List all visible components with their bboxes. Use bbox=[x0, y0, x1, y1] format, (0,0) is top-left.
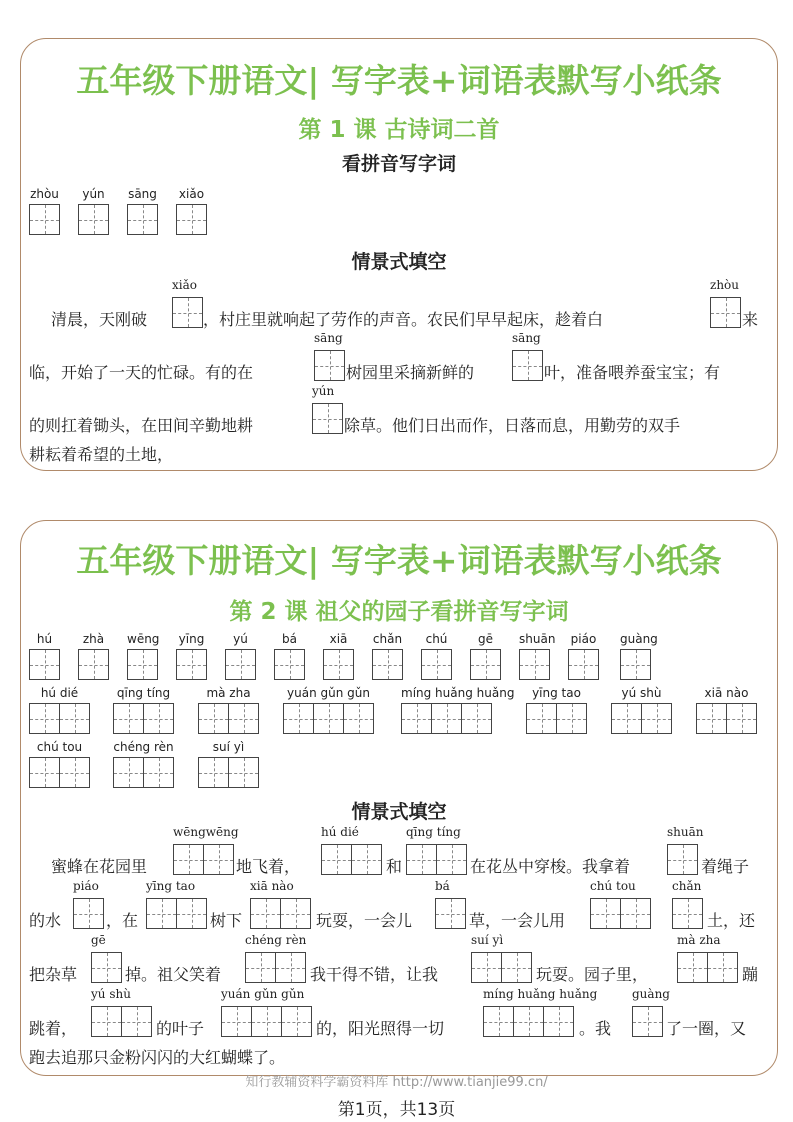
writing-box[interactable] bbox=[176, 649, 207, 680]
writing-box[interactable] bbox=[29, 757, 90, 788]
writing-box[interactable] bbox=[29, 649, 60, 680]
writing-box[interactable] bbox=[519, 649, 550, 680]
writing-box[interactable] bbox=[127, 649, 158, 680]
writing-box[interactable] bbox=[78, 204, 109, 235]
writing-box[interactable] bbox=[696, 703, 757, 734]
card-title: 五年级下册语文| 写字表+词语表默写小纸条 bbox=[76, 61, 722, 100]
writing-box[interactable] bbox=[372, 649, 403, 680]
writing-box[interactable] bbox=[78, 649, 109, 680]
worksheet-card-lesson-2: 五年级下册语文| 写字表+词语表默写小纸条 第 2 课 祖父的园子看拼音写字词 hú zhà wēng yīng yú bá xiā chǎn chú gē shuān piáo guàng hú dié qīng tíng mà zha yuán gǔn gǔn míng huǎng huǎng yīng tao yú shù xiā nào chú tou chéng rèn suí yì 情景式填空 蜜蜂在花园里 wēngwēng 地飞着， hú dié 和 qīng tíng 在花丛中穿梭。我拿着 shuān 着绳子 的水 piáo ，在 yīng tao 树下 xiā nào 玩耍，一会儿 bá 草，一会儿用 chú tou chǎn 土，还 把杂草 gē 掉。祖父笑着 chéng rèn 我干得不错，让我 suí yì 玩耍。园子里， mà zha 蹦 跳着， yú shù 的叶子 yuán gǔn gǔn 的，阳光照得一切 míng huǎng huǎng 。我 guàng 了一圈，又 跑去追那只金粉闪闪的大红蝴蝶了。 bbox=[20, 520, 778, 1076]
lesson-title: 第 1 课 古诗词二首 bbox=[298, 117, 500, 143]
card-title: 五年级下册语文| 写字表+词语表默写小纸条 bbox=[76, 541, 722, 580]
writing-box[interactable] bbox=[198, 703, 259, 734]
page-number: 第1页，共13页 bbox=[337, 1100, 456, 1120]
writing-box[interactable] bbox=[421, 649, 452, 680]
writing-box[interactable] bbox=[323, 649, 354, 680]
writing-box[interactable] bbox=[127, 204, 158, 235]
writing-box[interactable] bbox=[225, 649, 256, 680]
writing-box[interactable] bbox=[274, 649, 305, 680]
writing-box[interactable] bbox=[176, 204, 207, 235]
worksheet-card-lesson-1: 五年级下册语文| 写字表+词语表默写小纸条 第 1 课 古诗词二首 看拼音写字词 zhòu yún sāng xiǎo 情景式填空 清晨，天刚破 xiǎo ，村庄里就响起了劳作的声音。农民们早早起床，趁着白 zhòu 来 临，开始了一天的忙碌。有的在 sāng 树园里采摘新鲜的 sāng 叶，准备喂养蚕宝宝；有 的则扛着锄头，在田间辛勤地耕 yún 除草。他们日出而作，日落而息，用勤劳的双手 耕耘着希望的土地， bbox=[20, 38, 778, 471]
writing-box[interactable] bbox=[526, 703, 587, 734]
writing-box[interactable] bbox=[470, 649, 501, 680]
writing-box[interactable] bbox=[611, 703, 672, 734]
section-heading-pinyin: 看拼音写字词 bbox=[341, 153, 456, 175]
writing-box[interactable] bbox=[401, 703, 492, 734]
writing-box[interactable] bbox=[113, 703, 174, 734]
writing-box[interactable] bbox=[113, 757, 174, 788]
writing-box[interactable] bbox=[283, 703, 374, 734]
writing-box[interactable] bbox=[620, 649, 651, 680]
writing-box[interactable] bbox=[198, 757, 259, 788]
lesson-title: 第 2 课 祖父的园子看拼音写字词 bbox=[229, 599, 569, 625]
writing-box[interactable] bbox=[29, 204, 60, 235]
footer-site-link[interactable]: 知行教辅资料学霸资料库 http://www.tianjie99.cn/ bbox=[245, 1075, 548, 1090]
section-heading-fill: 情景式填空 bbox=[351, 251, 447, 273]
writing-box[interactable] bbox=[568, 649, 599, 680]
writing-box[interactable] bbox=[29, 703, 90, 734]
section-heading-fill: 情景式填空 bbox=[351, 801, 447, 823]
